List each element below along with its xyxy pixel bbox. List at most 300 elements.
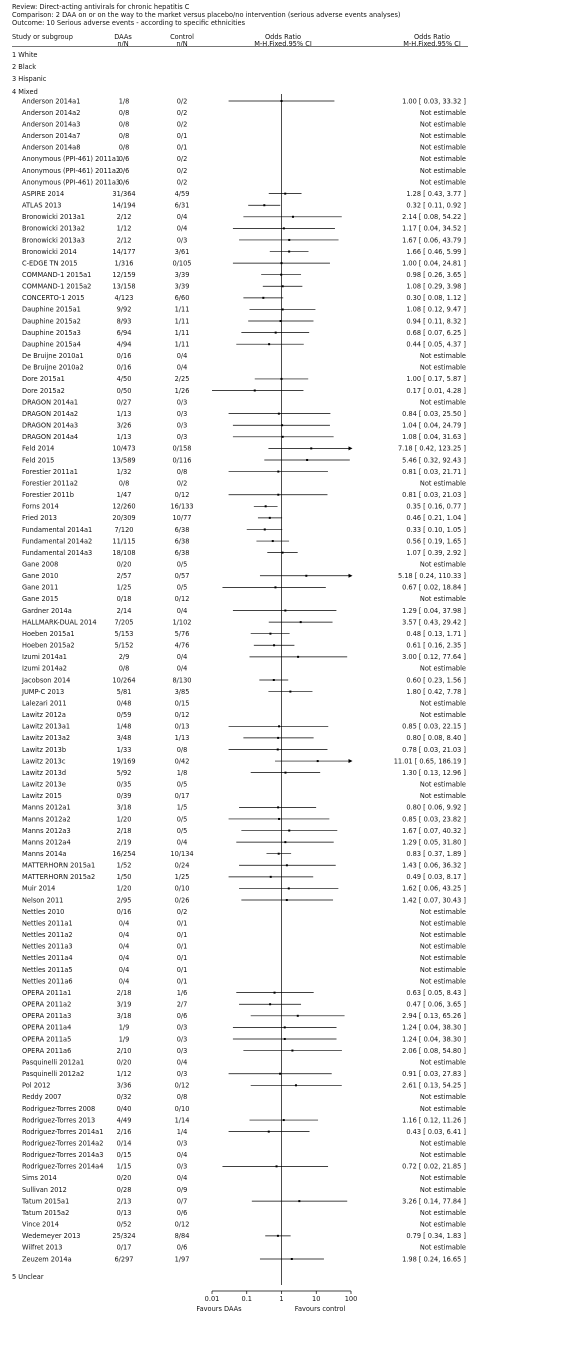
daas-events: 1/8 — [118, 97, 130, 106]
study-label: OPERA 2011a2 — [22, 1000, 72, 1009]
daas-events: 7/120 — [114, 525, 134, 534]
daas-events: 0/8 — [118, 132, 130, 141]
effect-estimate: 1.00 [ 0.03, 33.32 ] — [402, 97, 466, 106]
point-estimate — [284, 1038, 286, 1040]
x-tick-label: 100 — [344, 1295, 358, 1303]
daas-events: 14/177 — [112, 247, 136, 256]
study-label: Rodriguez-Torres 2014a2 — [22, 1139, 104, 1148]
daas-events: 1/20 — [116, 815, 132, 824]
control-events: 1/11 — [174, 340, 190, 349]
study-label: Feld 2014 — [22, 444, 55, 453]
daas-events: 0/4 — [118, 977, 130, 986]
control-events: 0/2 — [176, 166, 188, 175]
point-estimate — [265, 505, 267, 507]
control-events: 0/8 — [176, 1093, 188, 1102]
study-label: Gane 2011 — [22, 583, 59, 592]
daas-events: 0/8 — [118, 479, 130, 488]
daas-events: 2/12 — [116, 236, 132, 245]
effect-estimate: 1.67 [ 0.06, 43.79 ] — [402, 236, 466, 245]
control-events: 0/57 — [174, 572, 190, 581]
control-events: 0/1 — [176, 954, 188, 963]
point-estimate — [288, 830, 290, 832]
control-events: 0/2 — [176, 120, 188, 129]
control-events: 0/4 — [176, 363, 188, 372]
daas-events: 1/50 — [116, 873, 132, 882]
study-label: Dore 2015a1 — [22, 375, 65, 384]
effect-estimate: Not estimable — [419, 711, 466, 720]
control-events: 0/1 — [176, 942, 188, 951]
daas-events: 16/254 — [112, 850, 136, 858]
control-events: 0/24 — [174, 861, 190, 870]
point-estimate — [297, 656, 299, 658]
daas-events: 0/27 — [116, 398, 132, 407]
effect-estimate: 1.66 [ 0.46, 5.99 ] — [406, 247, 466, 256]
control-events: 0/12 — [174, 1220, 190, 1229]
daas-events: 0/13 — [116, 1208, 132, 1217]
ci-arrow — [349, 446, 353, 450]
effect-estimate: Not estimable — [419, 1208, 466, 1217]
study-label: Forestier 2011b — [22, 491, 74, 500]
study-label: Lawitz 2013a1 — [22, 722, 71, 731]
effect-estimate: Not estimable — [419, 143, 466, 152]
daas-events: 3/36 — [116, 1081, 132, 1090]
point-estimate — [284, 610, 286, 612]
effect-estimate: 1.98 [ 0.24, 16.65 ] — [402, 1255, 466, 1264]
effect-estimate: 2.94 [ 0.13, 65.26 ] — [402, 1012, 466, 1021]
study-label: Bronowicki 2013a2 — [22, 224, 85, 233]
point-estimate — [278, 818, 280, 820]
effect-estimate: Not estimable — [419, 965, 466, 974]
effect-estimate: 0.83 [ 0.37, 1.89 ] — [406, 850, 466, 858]
point-estimate — [291, 1258, 293, 1260]
control-events: 6/60 — [174, 294, 190, 303]
control-events: 0/15 — [174, 699, 190, 708]
effect-estimate: 0.43 [ 0.03, 6.41 ] — [406, 1127, 466, 1136]
point-estimate — [269, 517, 271, 519]
x-tick-label: 0.1 — [241, 1295, 252, 1303]
point-estimate — [298, 1200, 300, 1202]
point-estimate — [278, 853, 280, 855]
control-events: 2/25 — [174, 375, 190, 384]
effect-estimate: 1.08 [ 0.12, 9.47 ] — [406, 305, 466, 314]
point-estimate — [277, 737, 279, 739]
daas-events: 0/14 — [116, 1139, 132, 1148]
point-estimate — [284, 841, 286, 843]
study-label: Anonymous (PPI-461) 2011a1 — [22, 155, 121, 164]
study-label: ASPIRE 2014 — [22, 189, 65, 198]
study-label: Izumi 2014a1 — [22, 653, 67, 662]
effect-estimate: 0.17 [ 0.01, 4.28 ] — [406, 386, 466, 395]
study-label: Pasquinelli 2012a1 — [22, 1058, 85, 1067]
effect-estimate: 0.84 [ 0.03, 25.50 ] — [402, 409, 466, 418]
daas-events: 1/316 — [114, 259, 134, 268]
daas-events: 25/324 — [112, 1232, 136, 1241]
daas-events: 2/57 — [116, 572, 132, 581]
daas-events: 2/12 — [116, 213, 132, 222]
study-label: Lawitz 2015 — [22, 792, 62, 801]
point-estimate — [288, 239, 290, 241]
daas-events: 0/35 — [116, 780, 132, 789]
control-events: 0/13 — [174, 722, 190, 731]
point-estimate — [268, 343, 270, 345]
control-events: 0/8 — [176, 467, 188, 476]
study-label: MATTERHORN 2015a2 — [22, 873, 96, 882]
daas-events: 20/309 — [112, 514, 136, 523]
effect-estimate: 0.85 [ 0.03, 22.15 ] — [402, 722, 466, 731]
point-estimate — [288, 251, 290, 253]
favours-control-label: Favours control — [294, 1305, 346, 1313]
effect-estimate: 3.57 [ 0.43, 29.42 ] — [402, 618, 466, 627]
point-estimate — [280, 320, 282, 322]
control-events: 1/25 — [174, 873, 190, 882]
control-events: 3/61 — [174, 247, 190, 256]
study-label: COMMAND-1 2015a2 — [22, 282, 92, 291]
point-estimate — [281, 424, 283, 426]
point-estimate — [295, 1084, 297, 1086]
daas-events: 0/4 — [118, 931, 130, 940]
point-estimate — [277, 494, 279, 496]
study-label: Bronowicki 2014 — [22, 247, 77, 256]
subgroup-heading: 5 Unclear — [12, 1273, 44, 1281]
study-label: Bronowicki 2013a3 — [22, 236, 85, 245]
point-estimate — [274, 992, 276, 994]
study-label: Jacobson 2014 — [22, 676, 71, 685]
effect-estimate: 1.80 [ 0.42, 7.78 ] — [406, 687, 466, 696]
control-events: 3/39 — [174, 271, 190, 279]
control-events: 0/4 — [176, 224, 188, 233]
point-estimate — [262, 297, 264, 299]
daas-events: 10/264 — [112, 676, 136, 685]
study-label: Sims 2014 — [22, 1174, 57, 1183]
daas-events: 2/16 — [116, 1127, 132, 1136]
study-label: Muir 2014 — [22, 884, 56, 893]
odds-ratio-value-header-label: Odds Ratio — [413, 33, 451, 41]
study-label: Dauphine 2015a2 — [22, 317, 81, 326]
study-label: OPERA 2011a1 — [22, 988, 72, 997]
study-label: Manns 2012a1 — [22, 803, 71, 812]
study-label: Nelson 2011 — [22, 896, 64, 905]
study-label: Gardner 2014a — [22, 606, 72, 615]
control-events: 0/5 — [176, 560, 188, 569]
effect-estimate: 1.16 [ 0.12, 11.26 ] — [402, 1116, 466, 1125]
daas-events: 4/49 — [116, 1116, 132, 1125]
study-label: Hoeben 2015a2 — [22, 641, 75, 650]
daas-events: 0/8 — [118, 120, 130, 129]
control-events: 8/84 — [174, 1232, 190, 1241]
odds-ratio-value-header-method: M-H,Fixed,95% CI — [403, 39, 461, 48]
control-events: 0/4 — [176, 838, 188, 847]
subgroup-heading: 1 White — [12, 51, 38, 59]
control-events: 1/4 — [176, 1127, 188, 1136]
effect-estimate: Not estimable — [419, 919, 466, 928]
effect-estimate: 0.47 [ 0.06, 3.65 ] — [406, 1000, 466, 1009]
study-label: Nettles 2011a3 — [22, 942, 73, 951]
daas-events: 1/13 — [116, 433, 132, 442]
point-estimate — [274, 586, 276, 588]
effect-estimate: Not estimable — [419, 560, 466, 569]
control-events: 0/3 — [176, 1023, 188, 1032]
point-estimate — [276, 1165, 278, 1167]
control-events: 1/8 — [176, 768, 188, 777]
effect-estimate: Not estimable — [419, 166, 466, 175]
control-events: 0/4 — [176, 1058, 188, 1067]
daas-events: 0/39 — [116, 792, 132, 801]
control-events: 0/7 — [176, 1197, 188, 1206]
point-estimate — [281, 378, 283, 380]
control-events: 1/97 — [174, 1255, 190, 1264]
study-label: Forestier 2011a2 — [22, 479, 78, 488]
study-label: Dore 2015a2 — [22, 386, 65, 395]
effect-estimate: 0.94 [ 0.11, 8.32 ] — [406, 317, 466, 326]
effect-estimate: 0.44 [ 0.05, 4.37 ] — [406, 340, 466, 349]
control-events: 0/3 — [176, 409, 188, 418]
effect-estimate: Not estimable — [419, 1151, 466, 1160]
control-events: 0/10 — [174, 884, 190, 893]
daas-events: 1/12 — [116, 1070, 132, 1079]
point-estimate — [263, 204, 265, 206]
study-column-header: Study or subgroup — [12, 33, 73, 41]
point-estimate — [305, 575, 307, 577]
effect-estimate: 1.62 [ 0.06, 43.25 ] — [402, 884, 466, 893]
daas-events: 1/32 — [116, 467, 132, 476]
study-label: DRAGON 2014a1 — [22, 398, 79, 407]
effect-estimate: 1.07 [ 0.39, 2.92 ] — [406, 548, 466, 557]
outcome-title: Outcome: 10 Serious adverse events - according to specific ethnicities — [12, 19, 246, 27]
control-events: 0/3 — [176, 1035, 188, 1044]
effect-estimate: 3.00 [ 0.12, 77.64 ] — [402, 653, 466, 662]
point-estimate — [280, 274, 282, 276]
control-events: 0/2 — [176, 155, 188, 164]
point-estimate — [300, 621, 302, 623]
effect-estimate: 0.68 [ 0.07, 6.25 ] — [406, 328, 466, 337]
control-events: 0/6 — [176, 1012, 188, 1021]
favours-daas-label: Favours DAAs — [196, 1305, 242, 1313]
study-label: Anonymous (PPI-461) 2011a2 — [22, 166, 121, 175]
control-events: 0/12 — [174, 1081, 190, 1090]
daas-events: 13/589 — [112, 456, 136, 465]
daas-events: 3/18 — [116, 803, 132, 812]
control-events: 16/133 — [170, 502, 194, 511]
daas-events: 2/10 — [116, 1046, 132, 1055]
daas-events: 13/158 — [112, 282, 136, 291]
study-label: Anderson 2014a7 — [22, 132, 81, 141]
point-estimate — [278, 725, 280, 727]
study-label: Lawitz 2013b — [22, 745, 67, 754]
daas-events: 0/6 — [118, 155, 130, 164]
effect-estimate: 0.85 [ 0.03, 23.82 ] — [402, 815, 466, 824]
study-label: Fundamental 2014a1 — [22, 525, 93, 534]
study-label: OPERA 2011a5 — [22, 1035, 72, 1044]
control-events: 0/4 — [176, 1174, 188, 1183]
point-estimate — [286, 899, 288, 901]
control-events: 0/1 — [176, 931, 188, 940]
subgroup-heading: 4 Mixed — [12, 88, 38, 96]
study-label: De Bruijne 2010a2 — [22, 363, 84, 372]
study-label: Lawitz 2013c — [22, 757, 66, 766]
control-events: 1/6 — [176, 988, 188, 997]
study-label: Anderson 2014a8 — [22, 143, 81, 152]
daas-events: 4/94 — [116, 340, 132, 349]
study-label: Manns 2014a — [22, 850, 67, 858]
study-label: Tatum 2015a1 — [22, 1197, 70, 1206]
study-label: Vince 2014 — [22, 1220, 59, 1229]
daas-events: 2/13 — [116, 1197, 132, 1206]
daas-events: 1/52 — [116, 861, 132, 870]
study-label: Anonymous (PPI-461) 2011a3 — [22, 178, 121, 187]
control-events: 0/2 — [176, 907, 188, 916]
daas-events: 8/93 — [116, 317, 132, 326]
daas-events: 10/473 — [112, 444, 136, 453]
study-label: OPERA 2011a6 — [22, 1046, 72, 1055]
effect-estimate: Not estimable — [419, 120, 466, 129]
daas-events: 1/20 — [116, 884, 132, 893]
study-label: Gane 2010 — [22, 572, 59, 581]
daas-header-unit: n/N — [117, 39, 129, 48]
ci-arrow — [349, 574, 353, 578]
study-label: Nettles 2010 — [22, 907, 65, 916]
control-events: 0/4 — [176, 606, 188, 615]
daas-events: 0/18 — [116, 595, 132, 604]
daas-events: 2/19 — [116, 838, 132, 847]
effect-estimate: 0.32 [ 0.11, 0.92 ] — [406, 201, 466, 210]
study-label: Hoeben 2015a1 — [22, 629, 75, 638]
control-events: 0/6 — [176, 1243, 188, 1252]
point-estimate — [272, 540, 274, 542]
daas-events: 1/15 — [116, 1162, 132, 1171]
effect-estimate: 0.63 [ 0.05, 8.43 ] — [406, 988, 466, 997]
control-events: 4/59 — [174, 189, 190, 198]
daas-events: 0/16 — [116, 907, 132, 916]
control-events: 3/39 — [174, 282, 190, 291]
daas-events: 2/95 — [116, 896, 132, 905]
point-estimate — [288, 887, 290, 889]
study-label: Zeuzem 2014a — [22, 1255, 72, 1264]
effect-estimate: 0.79 [ 0.34, 1.83 ] — [406, 1232, 466, 1241]
subgroup-heading: 2 Black — [12, 63, 37, 71]
daas-events: 2/18 — [116, 826, 132, 835]
study-label: Wilfret 2013 — [22, 1243, 63, 1252]
point-estimate — [275, 332, 277, 334]
daas-events: 0/16 — [116, 363, 132, 372]
point-estimate — [284, 772, 286, 774]
daas-events: 0/8 — [118, 664, 130, 673]
study-label: Izumi 2014a2 — [22, 664, 67, 673]
daas-events: 0/4 — [118, 965, 130, 974]
effect-estimate: 1.43 [ 0.06, 36.32 ] — [402, 861, 466, 870]
study-label: COMMAND-1 2015a1 — [22, 271, 92, 279]
study-label: Manns 2012a2 — [22, 815, 71, 824]
control-events: 10/134 — [170, 850, 194, 858]
control-events: 0/2 — [176, 479, 188, 488]
control-events: 0/4 — [176, 664, 188, 673]
control-events: 0/1 — [176, 143, 188, 152]
effect-estimate: Not estimable — [419, 479, 466, 488]
effect-estimate: Not estimable — [419, 664, 466, 673]
control-events: 0/2 — [176, 108, 188, 117]
study-label: Rodriguez-Torres 2008 — [22, 1104, 96, 1113]
comparison-title: Comparison: 2 DAA on or on the way to the market versus placebo/no intervention (serious adverse events analyses) — [12, 11, 401, 19]
odds-ratio-plot-header-label: Odds Ratio — [264, 33, 302, 41]
odds-ratio-plot-header-method: M-H,Fixed,95% CI — [254, 39, 312, 48]
effect-estimate: Not estimable — [419, 132, 466, 141]
daas-events: 0/6 — [118, 178, 130, 187]
daas-events: 1/12 — [116, 224, 132, 233]
point-estimate — [289, 691, 291, 693]
effect-estimate: 0.46 [ 0.21, 1.04 ] — [406, 514, 466, 523]
daas-events: 0/40 — [116, 1104, 132, 1113]
study-label: Gane 2008 — [22, 560, 59, 569]
point-estimate — [283, 227, 285, 229]
daas-events: 4/50 — [116, 375, 132, 384]
study-label: C-EDGE TN 2015 — [22, 259, 78, 268]
effect-estimate: Not estimable — [419, 699, 466, 708]
point-estimate — [291, 1050, 293, 1052]
daas-events: 0/28 — [116, 1185, 132, 1194]
study-label: Fundamental 2014a3 — [22, 548, 93, 557]
effect-estimate: Not estimable — [419, 780, 466, 789]
control-events: 0/3 — [176, 398, 188, 407]
effect-estimate: 0.72 [ 0.02, 21.85 ] — [402, 1162, 466, 1171]
effect-estimate: 0.91 [ 0.03, 27.83 ] — [402, 1070, 466, 1079]
control-events: 6/38 — [174, 525, 190, 534]
control-events: 0/158 — [172, 444, 192, 453]
study-label: De Bruijne 2010a1 — [22, 352, 84, 361]
point-estimate — [277, 806, 279, 808]
study-label: Anderson 2014a1 — [22, 97, 81, 106]
daas-events: 0/4 — [118, 919, 130, 928]
x-tick-label: 0.01 — [204, 1295, 220, 1303]
control-events: 0/2 — [176, 178, 188, 187]
daas-events: 0/32 — [116, 1093, 132, 1102]
study-label: Manns 2012a3 — [22, 826, 71, 835]
effect-estimate: Not estimable — [419, 352, 466, 361]
daas-events: 0/16 — [116, 352, 132, 361]
effect-estimate: Not estimable — [419, 363, 466, 372]
review-title: Review: Direct-acting antivirals for chronic hepatitis C — [12, 3, 190, 11]
control-events: 1/5 — [176, 803, 188, 812]
effect-estimate: 1.17 [ 0.04, 34.52 ] — [402, 224, 466, 233]
point-estimate — [282, 552, 284, 554]
effect-estimate: 1.42 [ 0.07, 30.43 ] — [402, 896, 466, 905]
control-events: 1/13 — [174, 734, 190, 743]
effect-estimate: 3.26 [ 0.14, 77.84 ] — [402, 1197, 466, 1206]
control-events: 0/12 — [174, 711, 190, 720]
daas-events: 5/153 — [114, 629, 134, 638]
control-events: 6/31 — [174, 201, 190, 210]
point-estimate — [268, 1131, 270, 1133]
control-events: 0/17 — [174, 792, 190, 801]
effect-estimate: 0.33 [ 0.10, 1.05 ] — [406, 525, 466, 534]
effect-estimate: 2.14 [ 0.08, 54.22 ] — [402, 213, 466, 222]
study-label: HALLMARK-DUAL 2014 — [22, 618, 97, 627]
control-events: 0/9 — [176, 1185, 188, 1194]
daas-events: 1/48 — [116, 722, 132, 731]
study-label: Lawitz 2013d — [22, 768, 67, 777]
daas-events: 1/9 — [118, 1023, 130, 1032]
effect-estimate: 2.61 [ 0.13, 54.25 ] — [402, 1081, 466, 1090]
effect-estimate: Not estimable — [419, 931, 466, 940]
study-label: Nettles 2011a1 — [22, 919, 73, 928]
effect-estimate: Not estimable — [419, 1220, 466, 1229]
control-events: 1/102 — [172, 618, 192, 627]
control-events: 0/3 — [176, 1070, 188, 1079]
control-events: 3/85 — [174, 687, 190, 696]
point-estimate — [282, 436, 284, 438]
daas-events: 5/81 — [116, 687, 132, 696]
point-estimate — [286, 864, 288, 866]
daas-events: 7/205 — [114, 618, 134, 627]
effect-estimate: 0.81 [ 0.03, 21.03 ] — [402, 491, 466, 500]
